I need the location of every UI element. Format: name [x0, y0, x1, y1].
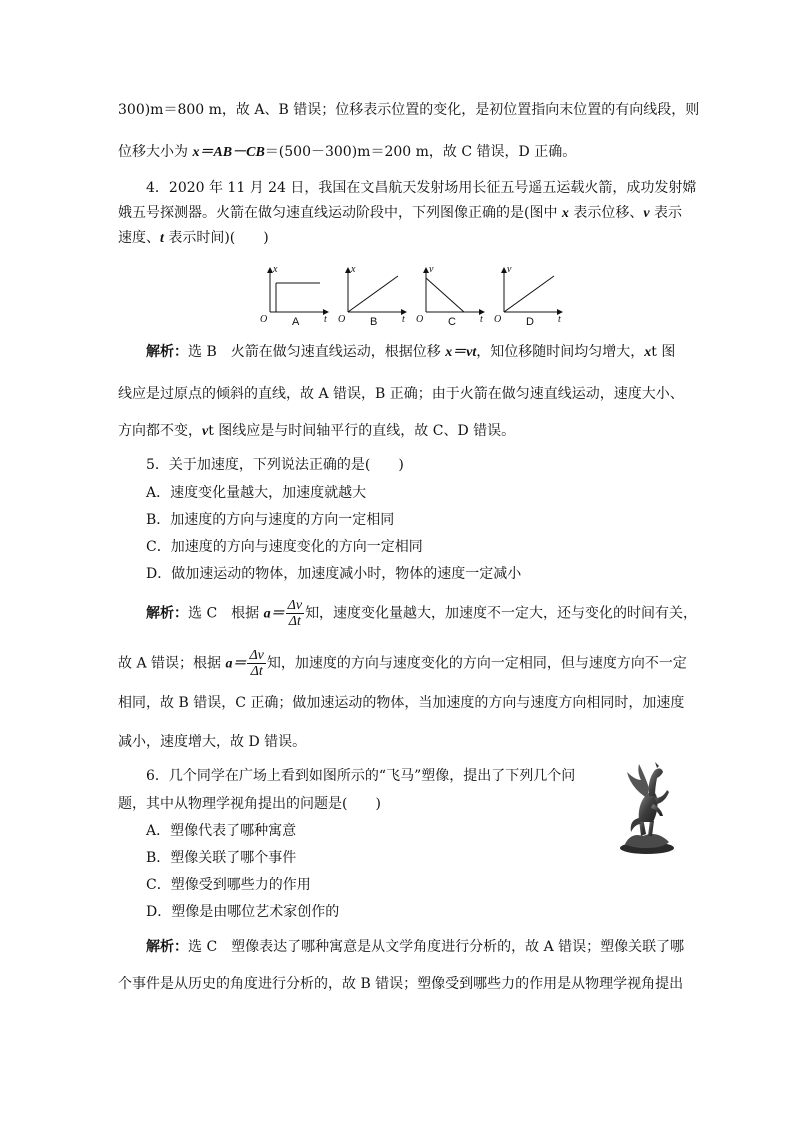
math-symbol: t	[160, 231, 164, 246]
text: 选 C 根据	[188, 605, 264, 622]
graph-label-c: C	[448, 316, 456, 328]
question-4-solution	[118, 421, 515, 442]
solution-label: 解析：	[146, 605, 188, 622]
question-6-solution	[146, 937, 684, 957]
question-5-solution	[146, 598, 697, 629]
statue-rock	[625, 834, 669, 848]
question-6-stem	[118, 794, 381, 814]
text: 表示	[649, 205, 683, 221]
math-expression: x＝vt	[445, 345, 477, 360]
option-text: C．塑像受到哪些力的作用	[146, 877, 311, 893]
option-text: D．做加速运动的物体，加速度减小时，物体的速度一定减小	[146, 566, 522, 582]
option-c	[146, 875, 311, 895]
text: 4．2020 年 11 月 24 日，我国在文昌航天发射场用长征五号遥五运载火箭，成功发射嫦	[146, 180, 697, 196]
text: 选 B 火箭在做匀速直线运动，根据位移	[188, 344, 446, 360]
question-4-stem	[146, 178, 696, 198]
option-d	[146, 902, 339, 922]
question-5-stem	[146, 455, 404, 475]
text: 5．关于加速度，下列说法正确的是( )	[146, 457, 404, 473]
math-symbol: x	[561, 206, 569, 221]
text-line	[118, 100, 699, 120]
y-axis-label: v	[507, 264, 512, 275]
text: 速度、	[118, 230, 160, 246]
text: 故 A 错误；根据	[118, 655, 226, 672]
option-d	[146, 564, 521, 584]
option-a	[146, 483, 366, 503]
text: 表示时间)( )	[163, 230, 269, 246]
option-a	[146, 821, 296, 841]
x-axis-label: t	[324, 314, 327, 325]
solution-label: 解析：	[146, 344, 188, 360]
question-4-solution	[146, 342, 675, 363]
y-axis-label: x	[273, 264, 278, 275]
text: ＝(500－300)m＝200 m，故 C 错误，D 正确。	[264, 144, 577, 160]
question-4-stem	[118, 228, 269, 249]
fraction	[286, 598, 304, 629]
x-axis-label: t	[558, 314, 561, 325]
graph-label-b: B	[370, 316, 378, 328]
math-symbol: a＝	[263, 606, 285, 622]
text: t 图	[651, 344, 676, 360]
text: 减小，速度增大，故 D 错误。	[118, 734, 307, 750]
graph-line	[504, 276, 554, 312]
x-axis-label: t	[480, 314, 483, 325]
fraction	[247, 648, 265, 679]
y-axis-label: x	[351, 264, 356, 275]
text-line	[118, 142, 576, 163]
text: 线应是过原点的倾斜的直线，故 A 错误，B 正确；由于火箭在做匀速直线运动，速度大小、	[118, 386, 684, 402]
question-6-stem	[146, 766, 575, 786]
option-c	[146, 537, 423, 557]
option-b	[146, 510, 394, 530]
flying-horse-statue-image	[617, 758, 677, 858]
math-symbol: a＝	[225, 656, 247, 672]
fraction-denominator: Δt	[288, 614, 301, 629]
math-expression: x＝AB－CB	[192, 145, 265, 160]
text: ，知位移随时间均匀增大，	[476, 344, 645, 360]
text: 个事件是从历史的角度进行分析的，故 B 错误；塑像受到哪些力的作用是从物理学视角提出	[118, 976, 684, 992]
text: 表示位移、	[568, 205, 644, 221]
origin-label: O	[494, 314, 502, 325]
statue-wing	[627, 764, 649, 798]
question-4-stem	[118, 203, 682, 224]
statue-tail	[631, 818, 641, 832]
fraction-denominator: Δt	[250, 664, 263, 679]
solution-label: 解析：	[146, 939, 188, 955]
x-axis-label: t	[402, 314, 405, 325]
graph-label-a: A	[292, 316, 300, 328]
option-text: A．速度变化量越大，加速度就越大	[146, 485, 367, 501]
option-text: C．加速度的方向与速度变化的方向一定相同	[146, 539, 423, 555]
text: 知，加速度的方向与速度变化的方向一定相同，但与速度方向不一定	[266, 655, 687, 672]
statue-leg	[655, 790, 669, 804]
motion-graphs	[258, 253, 568, 333]
text: 娥五号探测器。火箭在做匀速直线运动阶段中，下列图像正确的是(图中	[118, 205, 562, 221]
origin-label: O	[416, 314, 424, 325]
text: 方向都不变，	[118, 423, 202, 439]
text: t 图线应是与时间轴平行的直线，故 C、D 错误。	[208, 423, 516, 439]
fraction-numerator: Δv	[249, 648, 264, 663]
origin-label: O	[338, 314, 346, 325]
text: 300)m＝800 m，故 A、B 错误；位移表示位置的变化，是初位置指向末位置的有向线段，则	[118, 102, 700, 118]
question-5-solution	[118, 693, 684, 713]
graph-line	[348, 276, 398, 312]
question-6-solution	[118, 974, 683, 994]
y-axis-label: v	[429, 264, 434, 275]
graph-line	[426, 278, 464, 312]
question-5-solution	[118, 732, 306, 752]
text: 位移大小为	[118, 144, 193, 160]
statue-ear	[655, 762, 659, 768]
text: 知，速度变化量越大，加速度不一定大，还与变化的时间有关，	[305, 605, 698, 622]
math-symbol: x	[644, 345, 652, 360]
option-text: B．塑像关联了哪个事件	[146, 850, 297, 866]
math-symbol: v	[643, 206, 650, 221]
text: 6．几个同学在广场上看到如图所示的“飞马”塑像，提出了下列几个问	[146, 768, 576, 784]
option-text: A．塑像代表了哪种寓意	[146, 823, 297, 839]
origin-label: O	[260, 314, 268, 325]
question-5-solution	[118, 648, 687, 679]
statue-leg	[648, 820, 654, 836]
option-b	[146, 848, 296, 868]
fraction-numerator: Δv	[287, 598, 303, 613]
graph-label-d: D	[526, 316, 534, 328]
text: 题，其中从物理学视角提出的问题是( )	[118, 796, 381, 812]
question-4-solution	[118, 384, 684, 404]
option-text: D．塑像是由哪位艺术家创作的	[146, 904, 340, 920]
text: 相同，故 B 错误，C 正确；做加速运动的物体，当加速度的方向与速度方向相同时，加速度	[118, 695, 685, 711]
statue-head	[649, 768, 663, 796]
text: 选 C 塑像表达了哪种寓意是从文学角度进行分析的，故 A 错误；塑像关联了哪	[188, 939, 685, 955]
option-text: B．加速度的方向与速度的方向一定相同	[146, 512, 395, 528]
math-symbol: v	[202, 424, 209, 439]
